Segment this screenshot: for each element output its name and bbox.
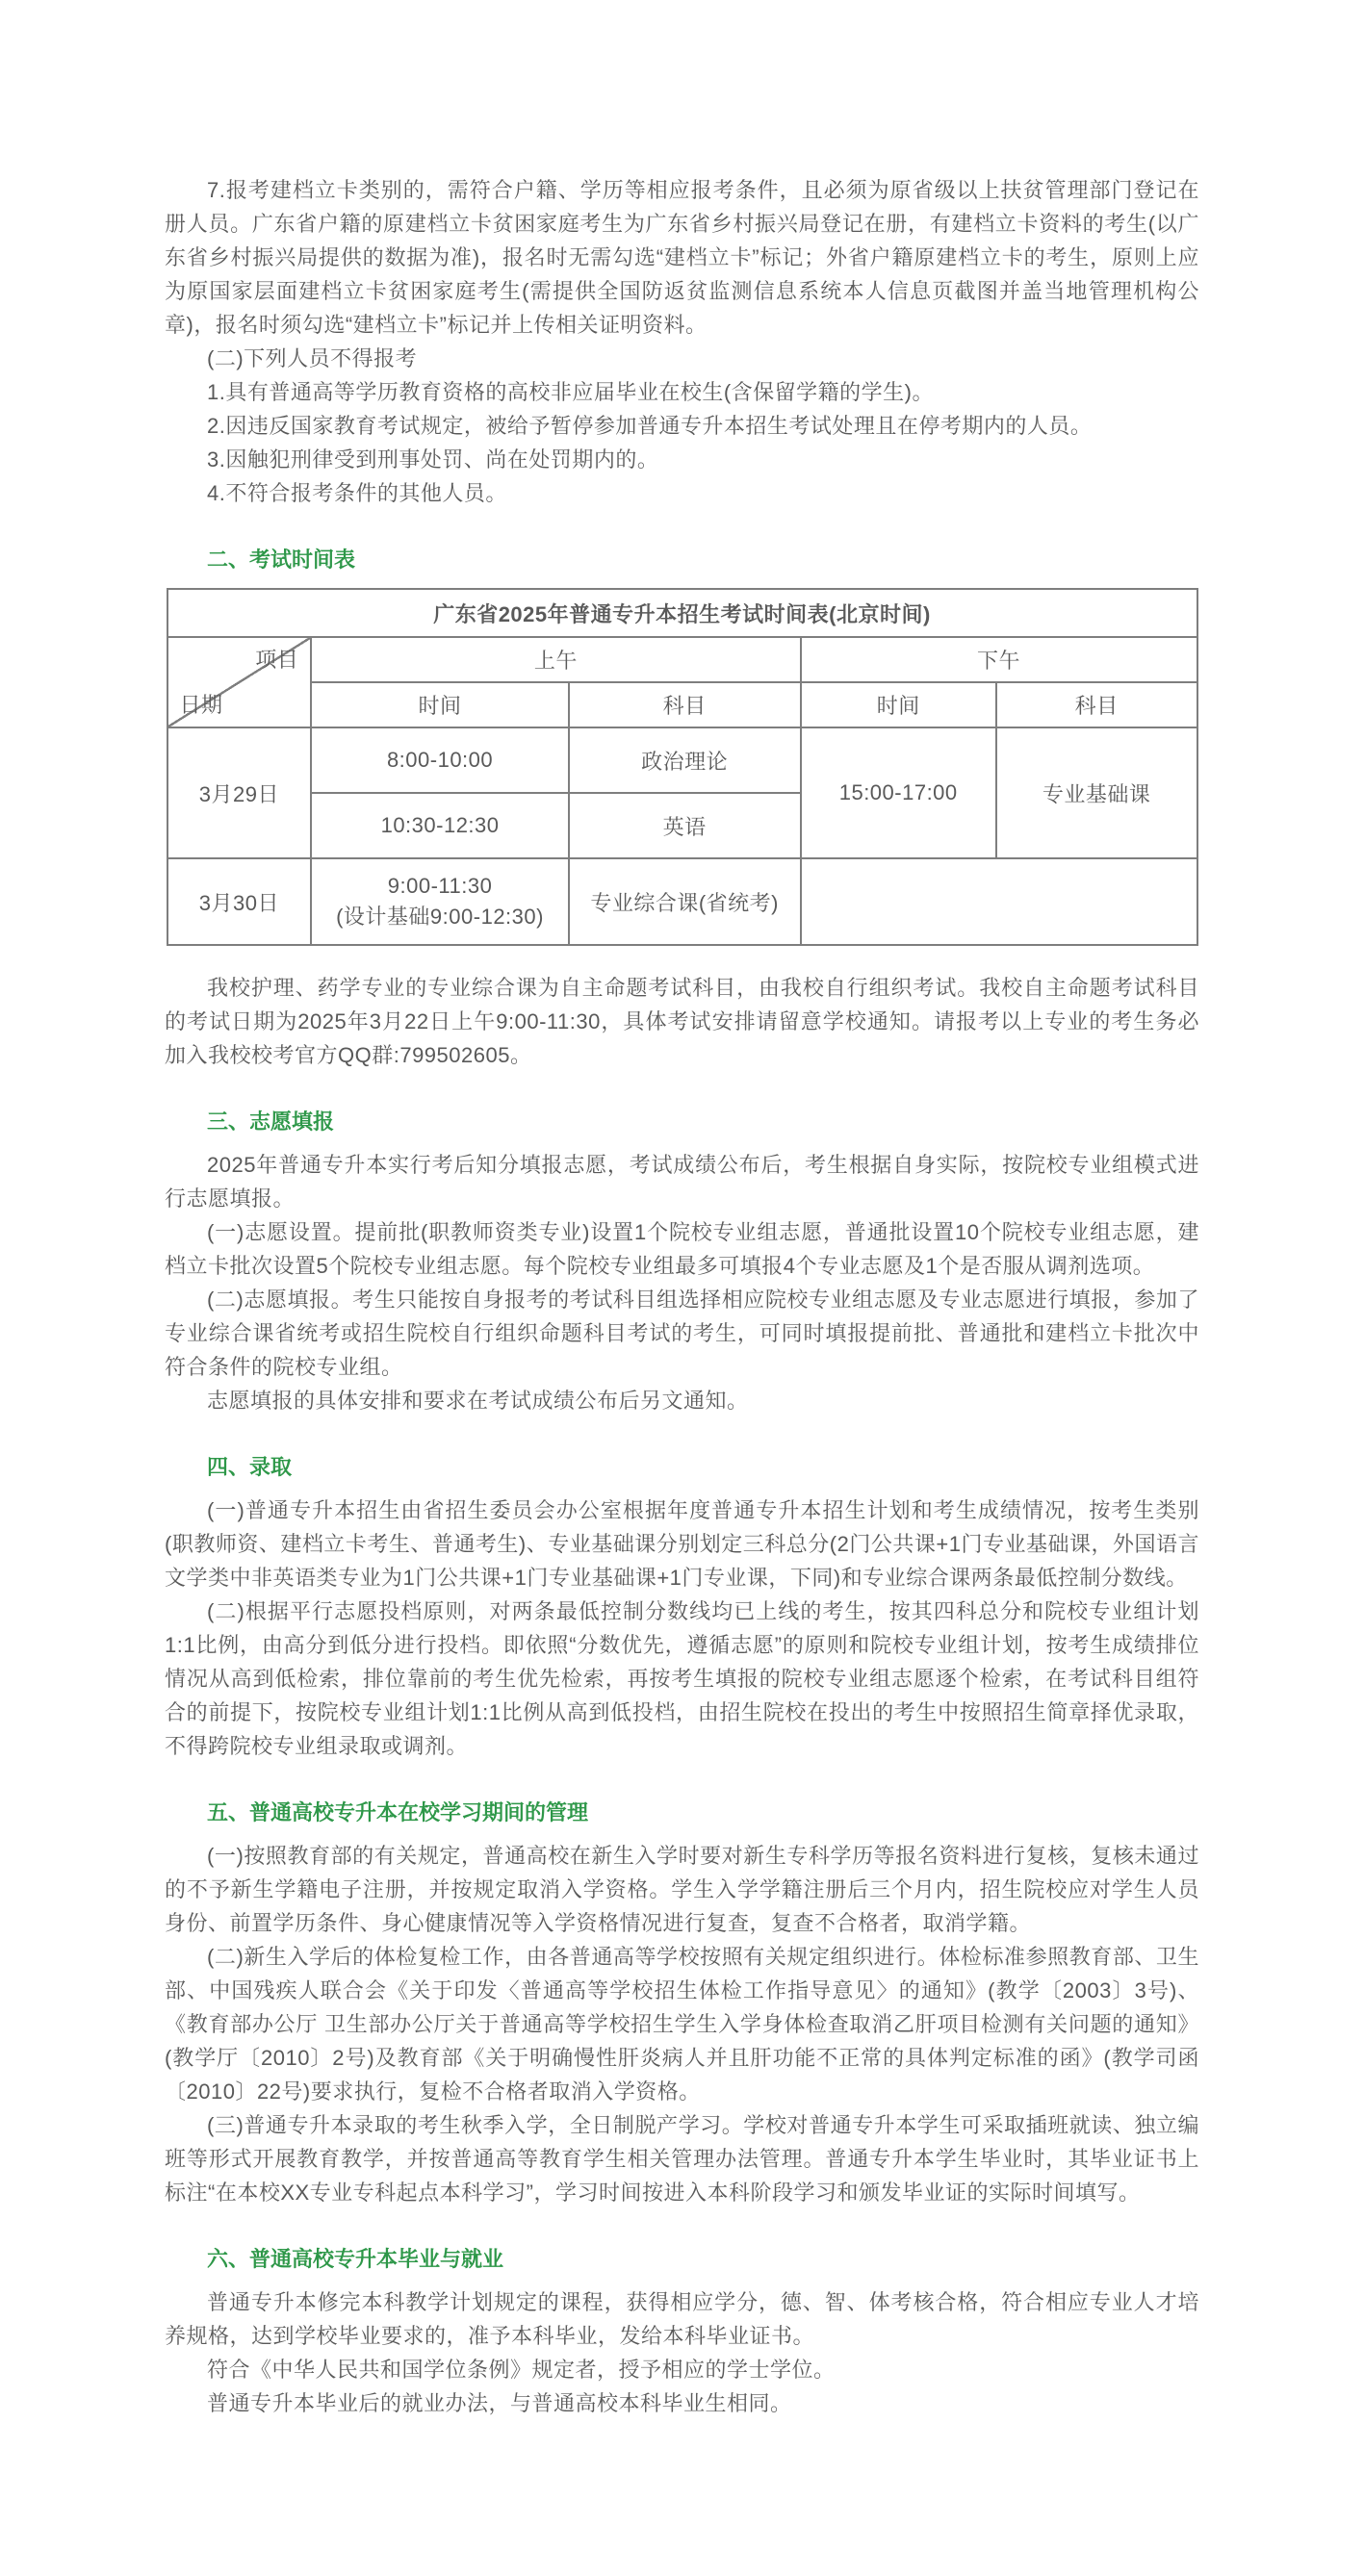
paragraph-admission-2: (二)根据平行志愿投档原则，对两条最低控制分数线均已上线的考生，按其四科总分和院校专业组计划1:1比例，由高分到低分进行投档。即依照“分数优先，遵循志愿”的原则和院校专业组计划，按考生成绩排位情况从高到低检索，排位靠前的考生优先检索，再按考生填报的院校专业组志愿逐个检索，在考试科目组符合的前提下，按院校专业组计划1:1比例从高到低投档，由招生院校在投出的考生中按照招生简章择优录取，不得跨院校专业组录取或调剂。 xyxy=(165,1599,1199,1758)
paragraph-rule-7: 7.报考建档立卡类别的，需符合户籍、学历等相应报考条件，且必须为原省级以上扶贫管理部门登记在册人员。广东省户籍的原建档立卡贫困家庭考生为广东省乡村振兴局登记在册，有建档立卡资料的考生(以广东省乡村振兴局提供的数据为准)，报名时无需勾选“建档立卡”标记；外省户籍原建档立卡的考生，原则上应为原国家层面建档立卡贫困家庭考生(需提供全国防返贫监测信息系统本人信息页截图并盖当地管理机构公章)，报名时须勾选“建档立卡”标记并上传相关证明资料。 xyxy=(165,178,1199,337)
cell-mar29-pm-time: 15:00-17:00 xyxy=(801,727,996,858)
paragraph-application-setup: (一)志愿设置。提前批(职教师资类专业)设置1个院校专业组志愿，普通批设置10个院校专业组志愿，建档立卡批次设置5个院校专业组志愿。每个院校专业组最多可填报4个专业志愿及1个是否服从调剂选项。 xyxy=(165,1220,1199,1278)
cell-date-mar30: 3月30日 xyxy=(167,858,312,945)
cell-mar30-pm-empty xyxy=(801,858,1197,945)
cell-mar29-am2-time: 10:30-12:30 xyxy=(311,793,569,858)
cell-mar29-am1-time: 8:00-10:00 xyxy=(311,727,569,793)
section-heading-exam-schedule: 二、考试时间表 xyxy=(207,548,356,572)
table-title: 广东省2025年普通专升本招生考试时间表(北京时间) xyxy=(167,589,1197,637)
header-morning: 上午 xyxy=(311,637,800,682)
cell-mar29-am2-subject: 英语 xyxy=(569,793,801,858)
mar30-time-main: 9:00-11:30 xyxy=(387,874,493,898)
paragraph-management-1: (一)按照教育部的有关规定，普通高校在新生入学时要对新生专科学历等报名资料进行复核，复核未通过的不予新生学籍电子注册，并按规定取消入学资格。学生入学学籍注册后三个月内，招生院校应对学生人员身份、前置学历条件、身心健康情况等入学资格情况进行复查，复查不合格者，取消学籍。 xyxy=(165,1844,1199,1935)
cell-date-mar29: 3月29日 xyxy=(167,727,312,858)
paragraph-application-notice: 志愿填报的具体安排和要求在考试成绩公布后另文通知。 xyxy=(207,1389,749,1413)
table-corner-cell xyxy=(167,637,312,727)
paragraph-school-note: 我校护理、药学专业的专业综合课为自主命题考试科目，由我校自行组织考试。我校自主命题考试科目的考试日期为2025年3月22日上午9:00-11:30，具体考试安排请留意学校通知。请报考以上专业的考生务必加入我校校考官方QQ群:799502605。 xyxy=(165,976,1199,1067)
section-heading-admission: 四、录取 xyxy=(207,1455,293,1479)
paragraph-management-2: (二)新生入学后的体检复检工作，由各普通高等学校按照有关规定组织进行。体检标准参照教育部、卫生部、中国残疾人联合会《关于印发〈普通高等学校招生体检工作指导意见〉的通知》(教学〔2003〕3号)、《教育部办公厅 卫生部办公厅关于普通高等学校招生学生入学身体检查取消乙肝项目检测有关问题的通知》(教学厅〔2010〕2号)及教育部《关于明确慢性肝炎病人并且肝功能不正常的具体判定标准的函》(教学司函〔2010〕22号)要求执行，复检不合格者取消入学资格。 xyxy=(165,1945,1199,2104)
list-item-1: 1.具有普通高等学历教育资格的高校非应届毕业在校生(含保留学籍的学生)。 xyxy=(207,380,935,404)
cell-mar29-pm-subject: 专业基础课 xyxy=(996,727,1197,858)
cell-mar29-am1-subject: 政治理论 xyxy=(569,727,801,793)
header-am-time: 时间 xyxy=(311,682,569,727)
section-heading-management: 五、普通高校专升本在校学习期间的管理 xyxy=(207,1800,589,1824)
cell-mar30-am-subject: 专业综合课(省统考) xyxy=(569,858,801,945)
paragraph-management-3: (三)普通专升本录取的考生秋季入学，全日制脱产学习。学校对普通专升本学生可采取插班就读、独立编班等形式开展教育教学，并按普通高等教育学生相关管理办法管理。普通专升本学生毕业时，其毕业证书上标注“在本校XX专业专科起点本科学习”，学习时间按进入本科阶段学习和颁发毕业证的实际时间填写。 xyxy=(165,2113,1199,2205)
corner-label-date: 日期 xyxy=(179,693,223,717)
mar30-time-note: (设计基础9:00-12:30) xyxy=(336,905,544,929)
paragraph-graduation-2: 符合《中华人民共和国学位条例》规定者，授予相应的学士学位。 xyxy=(207,2358,836,2382)
section-heading-application: 三、志愿填报 xyxy=(207,1109,335,1134)
paragraph-application-filling: (二)志愿填报。考生只能按自身报考的考试科目组选择相应院校专业组志愿及专业志愿进行填报，参加了专业综合课省统考或招生院校自行组织命题科目考试的考生，可同时填报提前批、普通批和建档立卡批次中符合条件的院校专业组。 xyxy=(165,1288,1199,1379)
section-heading-graduation: 六、普通高校专升本毕业与就业 xyxy=(207,2247,504,2271)
header-afternoon: 下午 xyxy=(801,637,1197,682)
paragraph-graduation-1: 普通专升本修完本科教学计划规定的课程，获得相应学分，德、智、体考核合格，符合相应专业人才培养规格，达到学校毕业要求的，准予本科毕业，发给本科毕业证书。 xyxy=(165,2290,1199,2348)
header-pm-subject: 科目 xyxy=(996,682,1197,727)
header-pm-time: 时间 xyxy=(801,682,996,727)
paragraph-application-intro: 2025年普通专升本实行考后知分填报志愿，考试成绩公布后，考生根据自身实际，按院校专业组模式进行志愿填报。 xyxy=(165,1153,1199,1211)
corner-label-item: 项目 xyxy=(255,648,299,672)
list-item-2: 2.因违反国家教育考试规定，被给予暂停参加普通专升本招生考试处理且在停考期内的人员。 xyxy=(207,414,1093,438)
paragraph-sub-2-title: (二)下列人员不得报考 xyxy=(207,346,418,370)
paragraph-admission-1: (一)普通专升本招生由省招生委员会办公室根据年度普通专升本招生计划和考生成绩情况，按考生类别(职教师资、建档立卡考生、普通考生)、专业基础课分别划定三科总分(2门公共课+1门专业基础课，外国语言文学类中非英语类专业为1门公共课+1门专业基础课+1门专业课，下同)和专业综合课两条最低控制分数线。 xyxy=(165,1498,1199,1590)
paragraph-graduation-3: 普通专升本毕业后的就业办法，与普通高校本科毕业生相同。 xyxy=(207,2391,792,2415)
cell-mar30-am-time xyxy=(311,858,569,945)
list-item-4: 4.不符合报考条件的其他人员。 xyxy=(207,481,507,505)
document-body xyxy=(165,0,1199,2420)
exam-schedule-table xyxy=(167,588,1198,946)
header-am-subject: 科目 xyxy=(569,682,801,727)
list-item-3: 3.因触犯刑律受到刑事处罚、尚在处罚期内的。 xyxy=(207,447,659,472)
